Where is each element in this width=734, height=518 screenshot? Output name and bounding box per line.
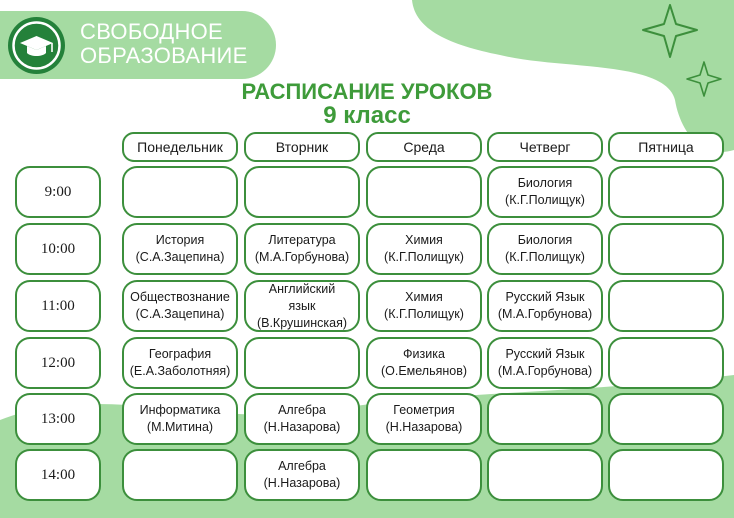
lesson-text: Геометрия	[393, 403, 455, 417]
lesson-cell	[244, 449, 360, 501]
empty-cell	[608, 449, 724, 501]
day-header: Четверг	[487, 132, 603, 162]
lesson-text: (К.Г.Полищук)	[505, 193, 585, 207]
empty-cell	[122, 166, 238, 218]
time-slot: 10:00	[15, 223, 101, 275]
brand-line-1: СВОБОДНОЕ	[80, 19, 224, 44]
day-header: Вторник	[244, 132, 360, 162]
lesson-cell	[244, 393, 360, 445]
lesson-text: (М.А.Горбунова)	[497, 364, 593, 378]
lesson-text: (С.А.Зацепина)	[135, 307, 225, 321]
lesson-text: Биология	[517, 176, 573, 190]
day-header: Понедельник	[122, 132, 238, 162]
brand-name	[80, 20, 248, 68]
lesson-text: История	[155, 233, 205, 247]
lesson-text: (К.Г.Полищук)	[384, 307, 464, 321]
lesson-cell	[122, 223, 238, 275]
lesson-text: (Н.Назарова)	[263, 476, 341, 490]
lesson-text: (Н.Назарова)	[263, 420, 341, 434]
lesson-cell	[366, 280, 482, 332]
time-slot: 9:00	[15, 166, 101, 218]
empty-cell	[244, 166, 360, 218]
empty-cell	[366, 449, 482, 501]
lesson-text: География	[148, 347, 212, 361]
lesson-cell	[122, 393, 238, 445]
empty-cell	[608, 223, 724, 275]
time-slot: 12:00	[15, 337, 101, 389]
time-slot: 13:00	[15, 393, 101, 445]
lesson-text: (В.Крушинская)	[256, 315, 348, 330]
page-subtitle: 9 класс	[323, 102, 411, 129]
lesson-text: (С.А.Зацепина)	[135, 250, 225, 264]
lesson-cell	[366, 337, 482, 389]
lesson-text: Биология	[517, 233, 573, 247]
lesson-cell	[487, 280, 603, 332]
time-slot: 14:00	[15, 449, 101, 501]
lesson-text: (К.Г.Полищук)	[384, 250, 464, 264]
day-header: Среда	[366, 132, 482, 162]
lesson-text: (Н.Назарова)	[385, 420, 463, 434]
lesson-text: Алгебра	[278, 403, 326, 417]
lesson-cell	[244, 280, 360, 332]
lesson-text: (Е.А.Заболотняя)	[129, 364, 231, 378]
lesson-text: Информатика	[139, 403, 221, 417]
lesson-cell	[487, 223, 603, 275]
empty-cell	[608, 337, 724, 389]
lesson-cell	[122, 337, 238, 389]
lesson-cell	[122, 280, 238, 332]
lesson-text: Физика	[403, 347, 445, 361]
time-slot: 11:00	[15, 280, 101, 332]
lesson-text: Обществознание	[130, 290, 230, 304]
lesson-text: Алгебра	[278, 459, 326, 473]
lesson-text: Литература	[268, 233, 336, 247]
lesson-text: Химия	[405, 290, 443, 304]
page-title: РАСПИСАНИЕ УРОКОВ	[241, 79, 493, 104]
empty-cell	[366, 166, 482, 218]
logo	[8, 17, 65, 74]
empty-cell	[487, 393, 603, 445]
lesson-text: (О.Емельянов)	[380, 364, 468, 378]
lesson-cell	[487, 337, 603, 389]
graduation-cap-icon	[8, 17, 65, 74]
lesson-text: Английский	[268, 281, 336, 296]
lesson-text: Русский Язык	[505, 290, 585, 304]
empty-cell	[122, 449, 238, 501]
lesson-text: язык	[288, 298, 316, 313]
empty-cell	[244, 337, 360, 389]
empty-cell	[608, 280, 724, 332]
lesson-cell	[366, 393, 482, 445]
brand-line-2: ОБРАЗОВАНИЕ	[80, 43, 248, 68]
lesson-text: (М.А.Горбунова)	[254, 250, 350, 264]
lesson-text: (К.Г.Полищук)	[505, 250, 585, 264]
empty-cell	[487, 449, 603, 501]
lesson-cell	[244, 223, 360, 275]
empty-cell	[608, 393, 724, 445]
lesson-text: Химия	[405, 233, 443, 247]
lesson-cell	[487, 166, 603, 218]
empty-cell	[608, 166, 724, 218]
lesson-text: (М.А.Горбунова)	[497, 307, 593, 321]
lesson-text: (М.Митина)	[146, 420, 214, 434]
day-header: Пятница	[608, 132, 724, 162]
lesson-text: Русский Язык	[505, 347, 585, 361]
lesson-cell	[366, 223, 482, 275]
